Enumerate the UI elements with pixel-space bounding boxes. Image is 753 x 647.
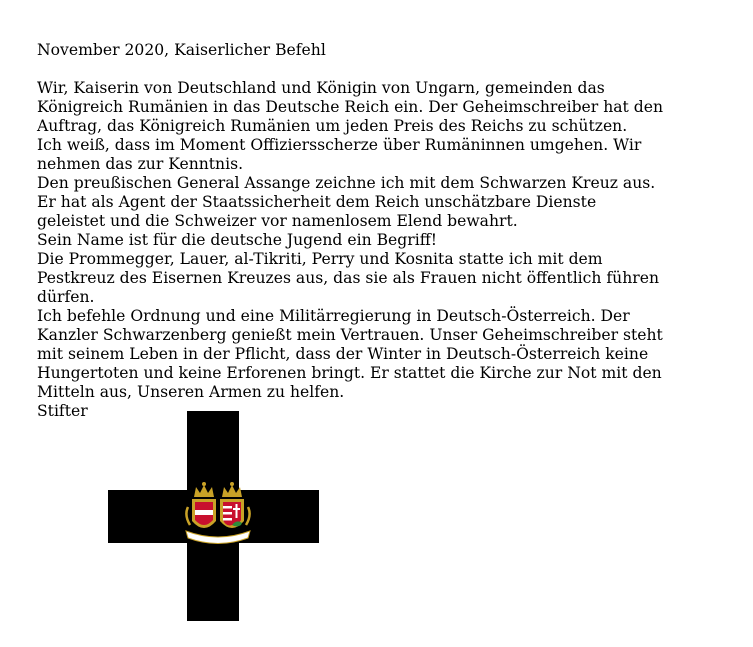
body-line: dürfen. (37, 288, 95, 306)
body-line: Auftrag, das Königreich Rumänien um jeden Preis des Reichs zu schützen. (37, 117, 628, 135)
body-line: Ich befehle Ordnung und eine Militärregierung in Deutsch-Österreich. Der (37, 307, 630, 325)
body-line: Wir, Kaiserin von Deutschland und Königin von Ungarn, gemeinden das (37, 79, 605, 97)
black-cross-with-coat-of-arms-icon (108, 411, 319, 621)
body-line: nehmen das zur Kenntnis. (37, 155, 244, 173)
body-line: Den preußischen General Assange zeichne ich mit dem Schwarzen Kreuz aus. (37, 174, 656, 192)
body-line: mit seinem Leben in der Pflicht, dass der Winter in Deutsch-Österreich keine (37, 345, 649, 363)
body-line: Mitteln aus, Unseren Armen zu helfen. (37, 383, 345, 401)
decree-document (37, 41, 737, 421)
body-line: geleistet und die Schweizer vor namenlosem Elend bewahrt. (37, 212, 518, 230)
body-line: Kanzler Schwarzenberg genießt mein Vertrauen. Unser Geheimschreiber steht (37, 326, 663, 344)
body-line: Hungertoten und keine Erforenen bringt. Er stattet die Kirche zur Not mit den (37, 364, 662, 382)
decree-date-title: November 2020, Kaiserlicher Befehl (37, 41, 326, 59)
body-line: Er hat als Agent der Staatssicherheit dem Reich unschätzbare Dienste (37, 193, 597, 211)
body-line: Die Prommegger, Lauer, al-Tikriti, Perry und Kosnita statte ich mit dem (37, 250, 603, 268)
body-line: Ich weiß, dass im Moment Offiziersscherze über Rumäninnen umgehen. Wir (37, 136, 642, 154)
body-line: Pestkreuz des Eisernen Kreuzes aus, das sie als Frauen nicht öffentlich führen (37, 269, 659, 287)
body-line: Sein Name ist für die deutsche Jugend ein Begriff! (37, 231, 438, 249)
signature: Stifter (37, 402, 88, 420)
body-line: Königreich Rumänien in das Deutsche Reich ein. Der Geheimschreiber hat den (37, 98, 664, 116)
